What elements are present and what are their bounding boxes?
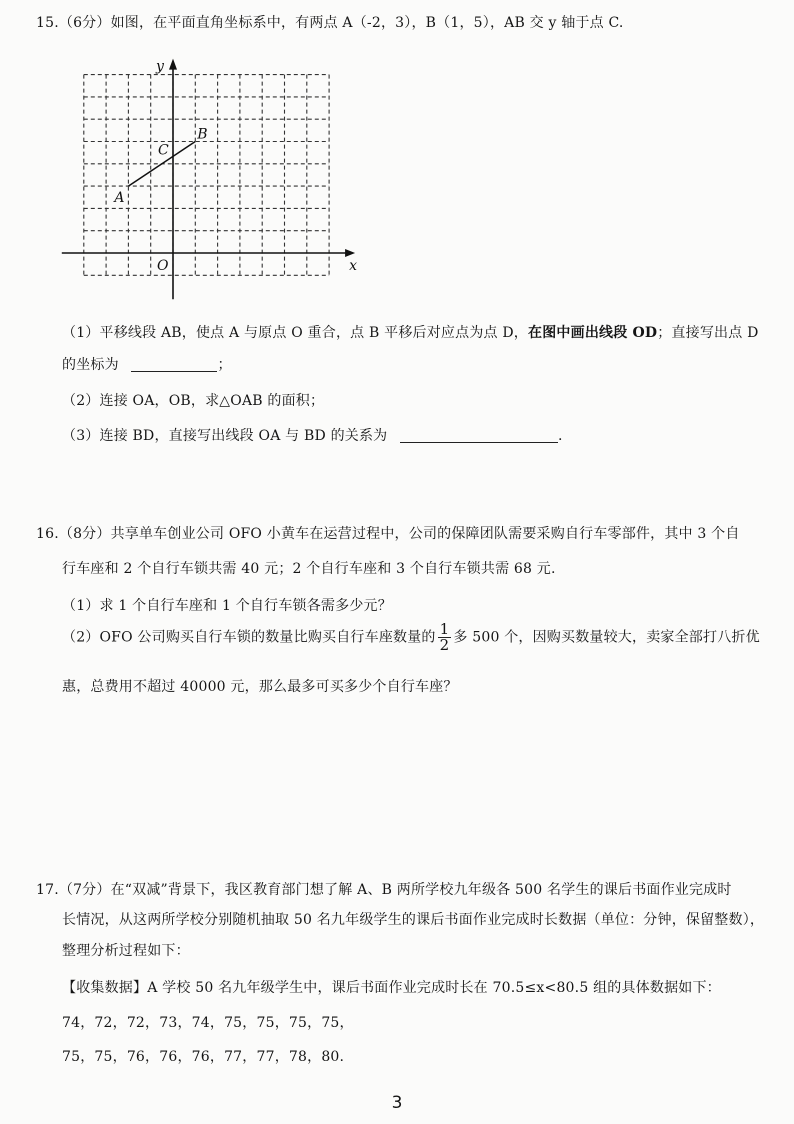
q17-line2: 长情况，从这两所学校分别随机抽取 50 名九年级学生的课后书面作业完成时长数据（单位：分钟，保留整数）， <box>62 912 765 928</box>
point-c-label: C <box>158 142 169 159</box>
coordinate-grid-figure <box>55 50 358 308</box>
point-b-label: B <box>197 126 208 143</box>
q16-part2-line2: 惠，总费用不超过 40000 元，那么最多可买多少个自行车座？ <box>62 679 458 695</box>
q15-part3-text: （3）连接 BD，直接写出线段 OA 与 BD 的关系为 <box>62 428 388 444</box>
answer-blank-oa-bd-relation[interactable] <box>400 428 558 443</box>
q16-part1: （1）求 1 个自行车座和 1 个自行车锁各需多少元？ <box>62 598 392 614</box>
q15-part1-text-c: 的坐标为 <box>62 357 119 373</box>
q15-part1-line1 <box>62 322 759 342</box>
q17-data-row-1: 74，72，72，73，74，75，75，75，75， <box>62 1015 354 1031</box>
q17-line1: 17.（7分）在“双减”背景下，我区教育部门想了解 A、B 两所学校九年级各 500 名学生的课后书面作业完成时 <box>36 882 732 898</box>
q15-part2: （2）连接 OA，OB，求△OAB 的面积； <box>62 393 325 409</box>
q16-line1: 16.（8分）共享单车创业公司 OFO 小黄车在运营过程中，公司的保障团队需要采购自行车零部件，其中 3 个自 <box>36 526 740 542</box>
q15-stem: 15.（6分）如图，在平面直角坐标系中，有两点 A（-2，3），B（1，5），AB 交 y 轴于点 C. <box>36 15 624 31</box>
y-axis-label: y <box>156 58 164 75</box>
q17-collect-data: 【收集数据】A 学校 50 名九年级学生中，课后书面作业完成时长在 70.5≤x<80.5 组的具体数据如下： <box>62 980 721 996</box>
q17-data-row-2: 75，75，76，76，76，77，77，78，80. <box>62 1049 345 1065</box>
q16-line2: 行车座和 2 个自行车锁共需 40 元；2 个自行车座和 3 个自行车锁共需 68 元. <box>62 561 556 577</box>
q16-part2-text-b: 多 500 个，因购买数量较大，卖家全部打八折优 <box>453 629 760 646</box>
q15-part1-bold-instruction: 在图中画出线段 OD <box>528 325 658 341</box>
fraction-one-half <box>438 622 452 653</box>
q15-part3-line <box>62 425 563 445</box>
fraction-numerator: 1 <box>439 620 450 638</box>
q15-part1-text-a: （1）平移线段 AB，使点 A 与原点 O 重合，点 B 平移后对应点为点 D， <box>62 325 529 341</box>
q15-part1-line2 <box>62 354 232 374</box>
x-axis-arrow <box>345 249 355 257</box>
fraction-denominator: 2 <box>439 636 450 654</box>
answer-blank-d-coordinates[interactable] <box>131 357 217 372</box>
q15-part1-text-b: ；直接写出点 D <box>657 325 759 341</box>
y-axis-arrow <box>169 59 177 70</box>
q15-part1-end: ； <box>217 357 232 373</box>
q15-part3-end: . <box>558 428 563 444</box>
point-a-label: A <box>114 190 125 207</box>
x-axis-label: x <box>349 258 358 274</box>
q17-line3: 整理分析过程如下： <box>62 943 190 959</box>
q16-part2-line1 <box>62 622 760 653</box>
origin-label: O <box>157 258 169 274</box>
page-number: 3 <box>391 1093 403 1113</box>
q16-part2-text-a: （2）OFO 公司购买自行车锁的数量比购买自行车座数量的 <box>62 629 436 646</box>
